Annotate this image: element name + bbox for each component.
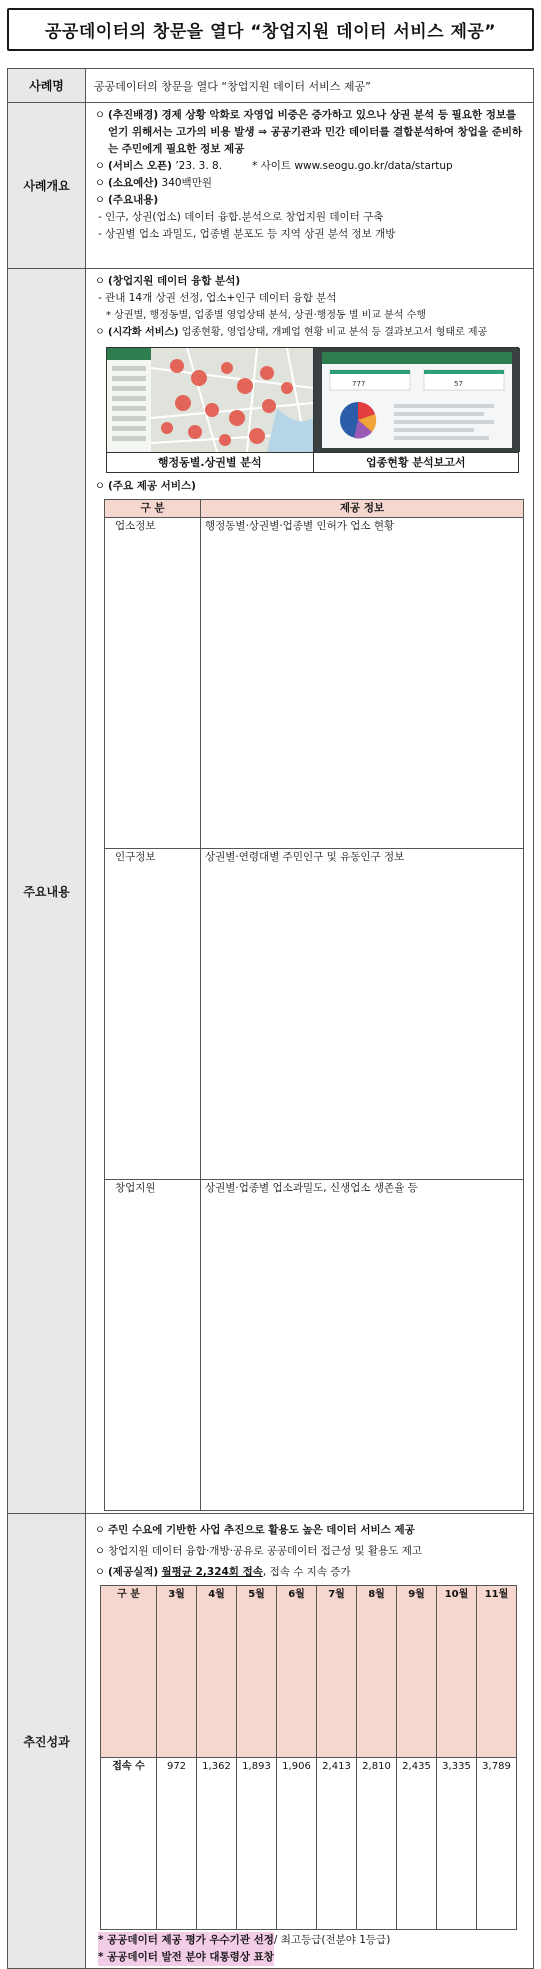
result-3: ㅇ (제공실적) 월평균 2,324회 접속 , 접속 수 지속 증가	[92, 1564, 527, 1581]
service-table-col-category: 구 분	[105, 500, 201, 518]
access-count-row: 접속 수 972 1,362 1,893 1,906 2,413 2,810 2,435 3,335 3,789	[101, 1758, 517, 1930]
map-analysis-caption: 행정동별.상권별 분석	[107, 452, 313, 472]
service-list-head: (주요 제공 서비스)	[108, 480, 196, 492]
overview-cell	[86, 103, 534, 269]
table-row: 업소정보 행정동별·상권별·업종별 인허가 업소 현황	[105, 518, 524, 849]
screenshot-pair	[106, 347, 519, 473]
site-url: * 사이트 www.seogu.go.kr/data/startup	[252, 160, 453, 172]
budget-value: 340백만원	[161, 177, 212, 189]
table-row: 인구정보 상권별·연령대별 주민인구 및 유동인구 정보	[105, 849, 524, 1180]
report-caption: 업종현황 분석보고서	[314, 452, 519, 472]
row-label-case-name: 사례명	[8, 69, 86, 103]
report-image	[314, 348, 519, 452]
map-analysis-image	[107, 348, 313, 452]
result-1: ㅇ 주민 수요에 기반한 사업 추진으로 활용도 높은 데이터 서비스 제공	[94, 1524, 415, 1536]
service-open-head: (서비스 오픈)	[108, 160, 172, 172]
report-stat-1: 777	[351, 380, 365, 388]
monthly-access-table	[100, 1585, 517, 1930]
budget-item: ㅇ (소요예산) 340백만원	[92, 175, 527, 192]
award-2: * 공공데이터 발전 분야 대통령상 표창	[92, 1949, 527, 1966]
service-table	[104, 499, 524, 1511]
content-line-1: - 인구, 상권(업소) 데이터 융합.분석으로 창업지원 데이터 구축	[98, 211, 384, 223]
row-label-overview: 사례개요	[8, 103, 86, 269]
content-line-2: - 상권별 업소 과밀도, 업종별 분포도 등 지역 상권 분석 정보 개방	[98, 228, 396, 240]
content-head: (주요내용)	[108, 194, 159, 206]
report-stat-2: 57	[453, 380, 463, 388]
results-cell	[86, 1514, 534, 1969]
award-1: * 공공데이터 제공 평가 우수기관 선정 / 최고등급(전분야 1등급)	[92, 1932, 527, 1949]
background-head: (추진배경)	[108, 109, 159, 121]
row-label-results: 추진성과	[8, 1514, 86, 1969]
main-cell	[86, 269, 534, 1514]
table-row: 창업지원 상권별·업종별 업소과밀도, 신생업소 생존율 등	[105, 1180, 524, 1511]
month-header-row: 구 분 3월 4월 5월 6월 7월 8월 9월 10월 11월	[101, 1586, 517, 1758]
fusion-line-2: * 상권별, 행정동별, 업종별 영업상태 분석, 상권·행정동 별 비교 분석 수행	[106, 310, 426, 321]
fusion-item: ㅇ (창업지원 데이터 융합 분석)	[92, 273, 527, 290]
vis-item: ㅇ (시각화 서비스) 업종현황, 영업상태, 개폐업 현황 비교 분석 등 결과보고서 형태로 제공	[92, 324, 527, 341]
bullet: ㅇ	[94, 109, 106, 121]
vis-head: (시각화 서비스)	[108, 327, 179, 338]
row-label-main: 주요내용	[8, 269, 86, 1514]
budget-head: (소요예산)	[108, 177, 159, 189]
content-item: ㅇ (주요내용)	[92, 192, 527, 209]
monthly-average: 월평균 2,324회 접속	[161, 1566, 263, 1578]
service-list-item: ㅇ (주요 제공 서비스)	[92, 478, 527, 495]
background-text: 경제 상황 악화로 자영업 비중은 증가하고 있으나 상권 분석 등 필요한 정보를 얻기 위해서는 고가의 비용 발생 ⇒ 공공기관과 민간 데이터를 결합분석하여 창업을 준비하는 주민에게 필요한 정보 제공	[108, 109, 523, 155]
result-2: ㅇ 창업지원 데이터 융합·개방·공유로 공공데이터 접근성 및 활용도 제고	[94, 1545, 423, 1557]
document-title: 공공데이터의 창문을 열다 “창업지원 데이터 서비스 제공”	[7, 8, 534, 51]
background-item	[92, 107, 527, 158]
service-open-date: ’23. 3. 8.	[175, 160, 223, 172]
service-table-col-info: 제공 정보	[201, 500, 524, 518]
fusion-line-1: - 관내 14개 상권 선정, 업소+인구 데이터 융합 분석	[98, 292, 337, 304]
fusion-head: (창업지원 데이터 융합 분석)	[108, 275, 241, 287]
case-name-value: 공공데이터의 창문을 열다 “창업지원 데이터 서비스 제공”	[86, 69, 534, 103]
service-open-item: ㅇ (서비스 오픈) ’23. 3. 8. * 사이트 www.seogu.go.kr/data/startup	[92, 158, 527, 175]
case-table	[7, 68, 534, 1969]
vis-text: 업종현황, 영업상태, 개폐업 현황 비교 분석 등 결과보고서 형태로 제공	[181, 327, 488, 338]
